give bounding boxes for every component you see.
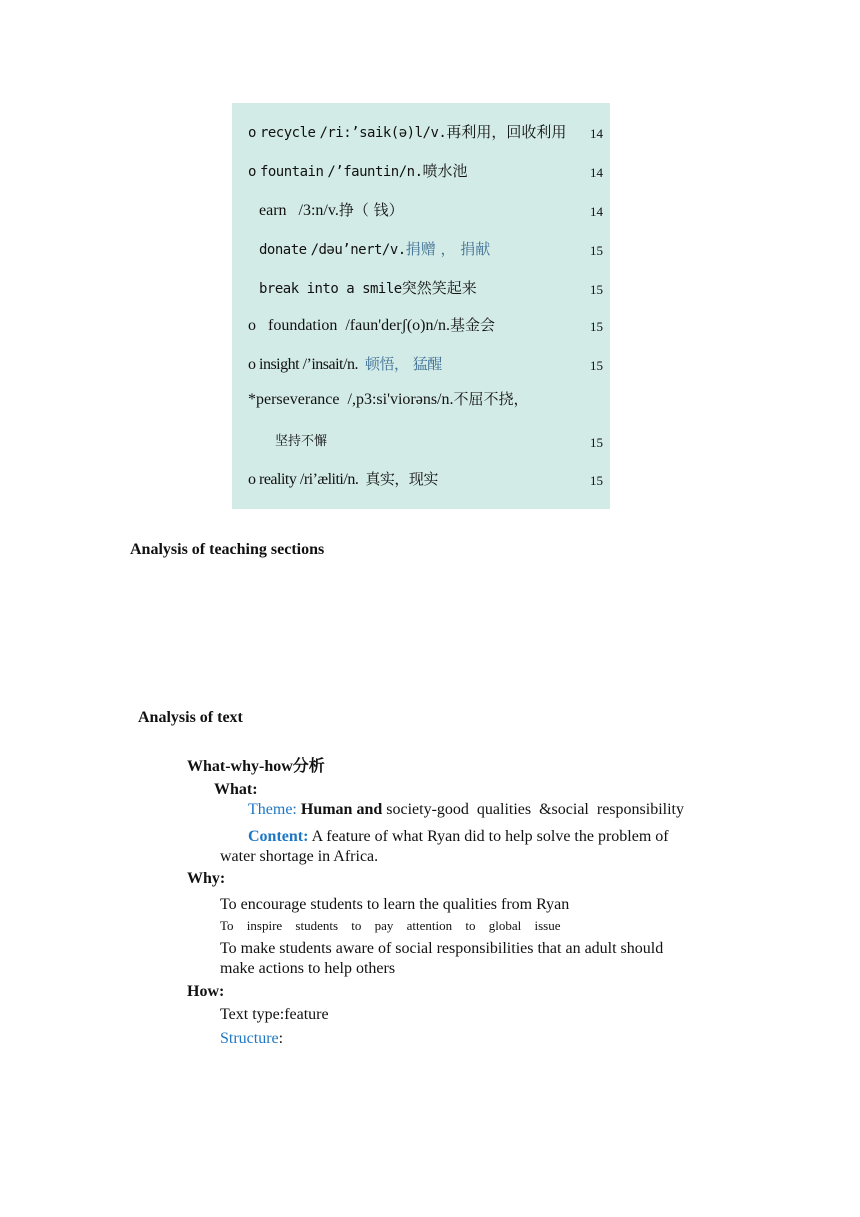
vocab-row-break-into-a-smile: break into a smile突然笑起来 15 <box>248 276 610 300</box>
vocab-row-donate: donate /dəu’nert/v.捐赠 ， 捐献 15 <box>248 237 610 261</box>
vocab-row-fountain: o fountain /’fauntin/n.喷水池 14 <box>248 159 610 183</box>
theme-label: Theme: <box>248 801 297 818</box>
content-line: Content: A feature of what Ryan did to help solve the problem of <box>248 828 669 845</box>
vocab-row-reality: o reality /ri’æliti/n. 真实，现实 15 <box>248 467 610 491</box>
content-line-2: water shortage in Africa. <box>220 848 379 865</box>
page-number: 14 <box>590 126 603 141</box>
wwh-heading: What-why-how分析 <box>187 758 325 775</box>
why-item-cont: make actions to help others <box>220 960 396 977</box>
structure-label: Structure <box>220 1030 279 1047</box>
why-label: Why: <box>187 870 226 887</box>
page-number: 15 <box>590 282 603 297</box>
vocab-row-foundation: o foundation /faun'derʃ(o)n/n.基金会 15 <box>248 313 610 337</box>
page-number: 15 <box>590 435 603 450</box>
vocab-row-earn: earn /3:n/v.挣（ 钱） 14 <box>248 198 610 222</box>
page-number: 15 <box>590 243 603 258</box>
page-number: 15 <box>590 473 603 488</box>
vocab-row-perseverance-cont: 坚持不懈 15 <box>248 429 610 453</box>
page-number: 15 <box>590 319 603 334</box>
vocab-row-perseverance: *perseverance /,p3:si'viorəns/n.不屈不挠， <box>248 390 529 408</box>
structure-line: Structure: <box>220 1030 284 1047</box>
vocab-row-recycle: o recycle /ri:’saik(ə)l/v.再利用，回收利用 14 <box>248 120 610 144</box>
vocabulary-box <box>232 103 610 509</box>
how-label: How: <box>187 983 225 1000</box>
page-number: 14 <box>590 165 603 180</box>
how-item: Text type:feature <box>220 1006 329 1023</box>
text-analysis-heading: Analysis of text <box>138 709 243 726</box>
page-number: 15 <box>590 358 603 373</box>
page-number: 14 <box>590 204 603 219</box>
why-item: To inspire students to pay attention to global issue <box>220 918 561 933</box>
vocab-row-insight: o insight /’insait/n. 顿悟， 猛醒 15 <box>248 352 610 376</box>
content-label: Content: <box>248 828 309 845</box>
theme-line: Theme: Human and society-good qualities &social responsibility <box>248 801 684 818</box>
what-label: What: <box>214 781 258 798</box>
teaching-sections-heading: Analysis of teaching sections <box>130 541 325 558</box>
why-item: To make students aware of social responsibilities that an adult should <box>220 940 664 957</box>
why-item: To encourage students to learn the qualities from Ryan <box>220 896 570 913</box>
